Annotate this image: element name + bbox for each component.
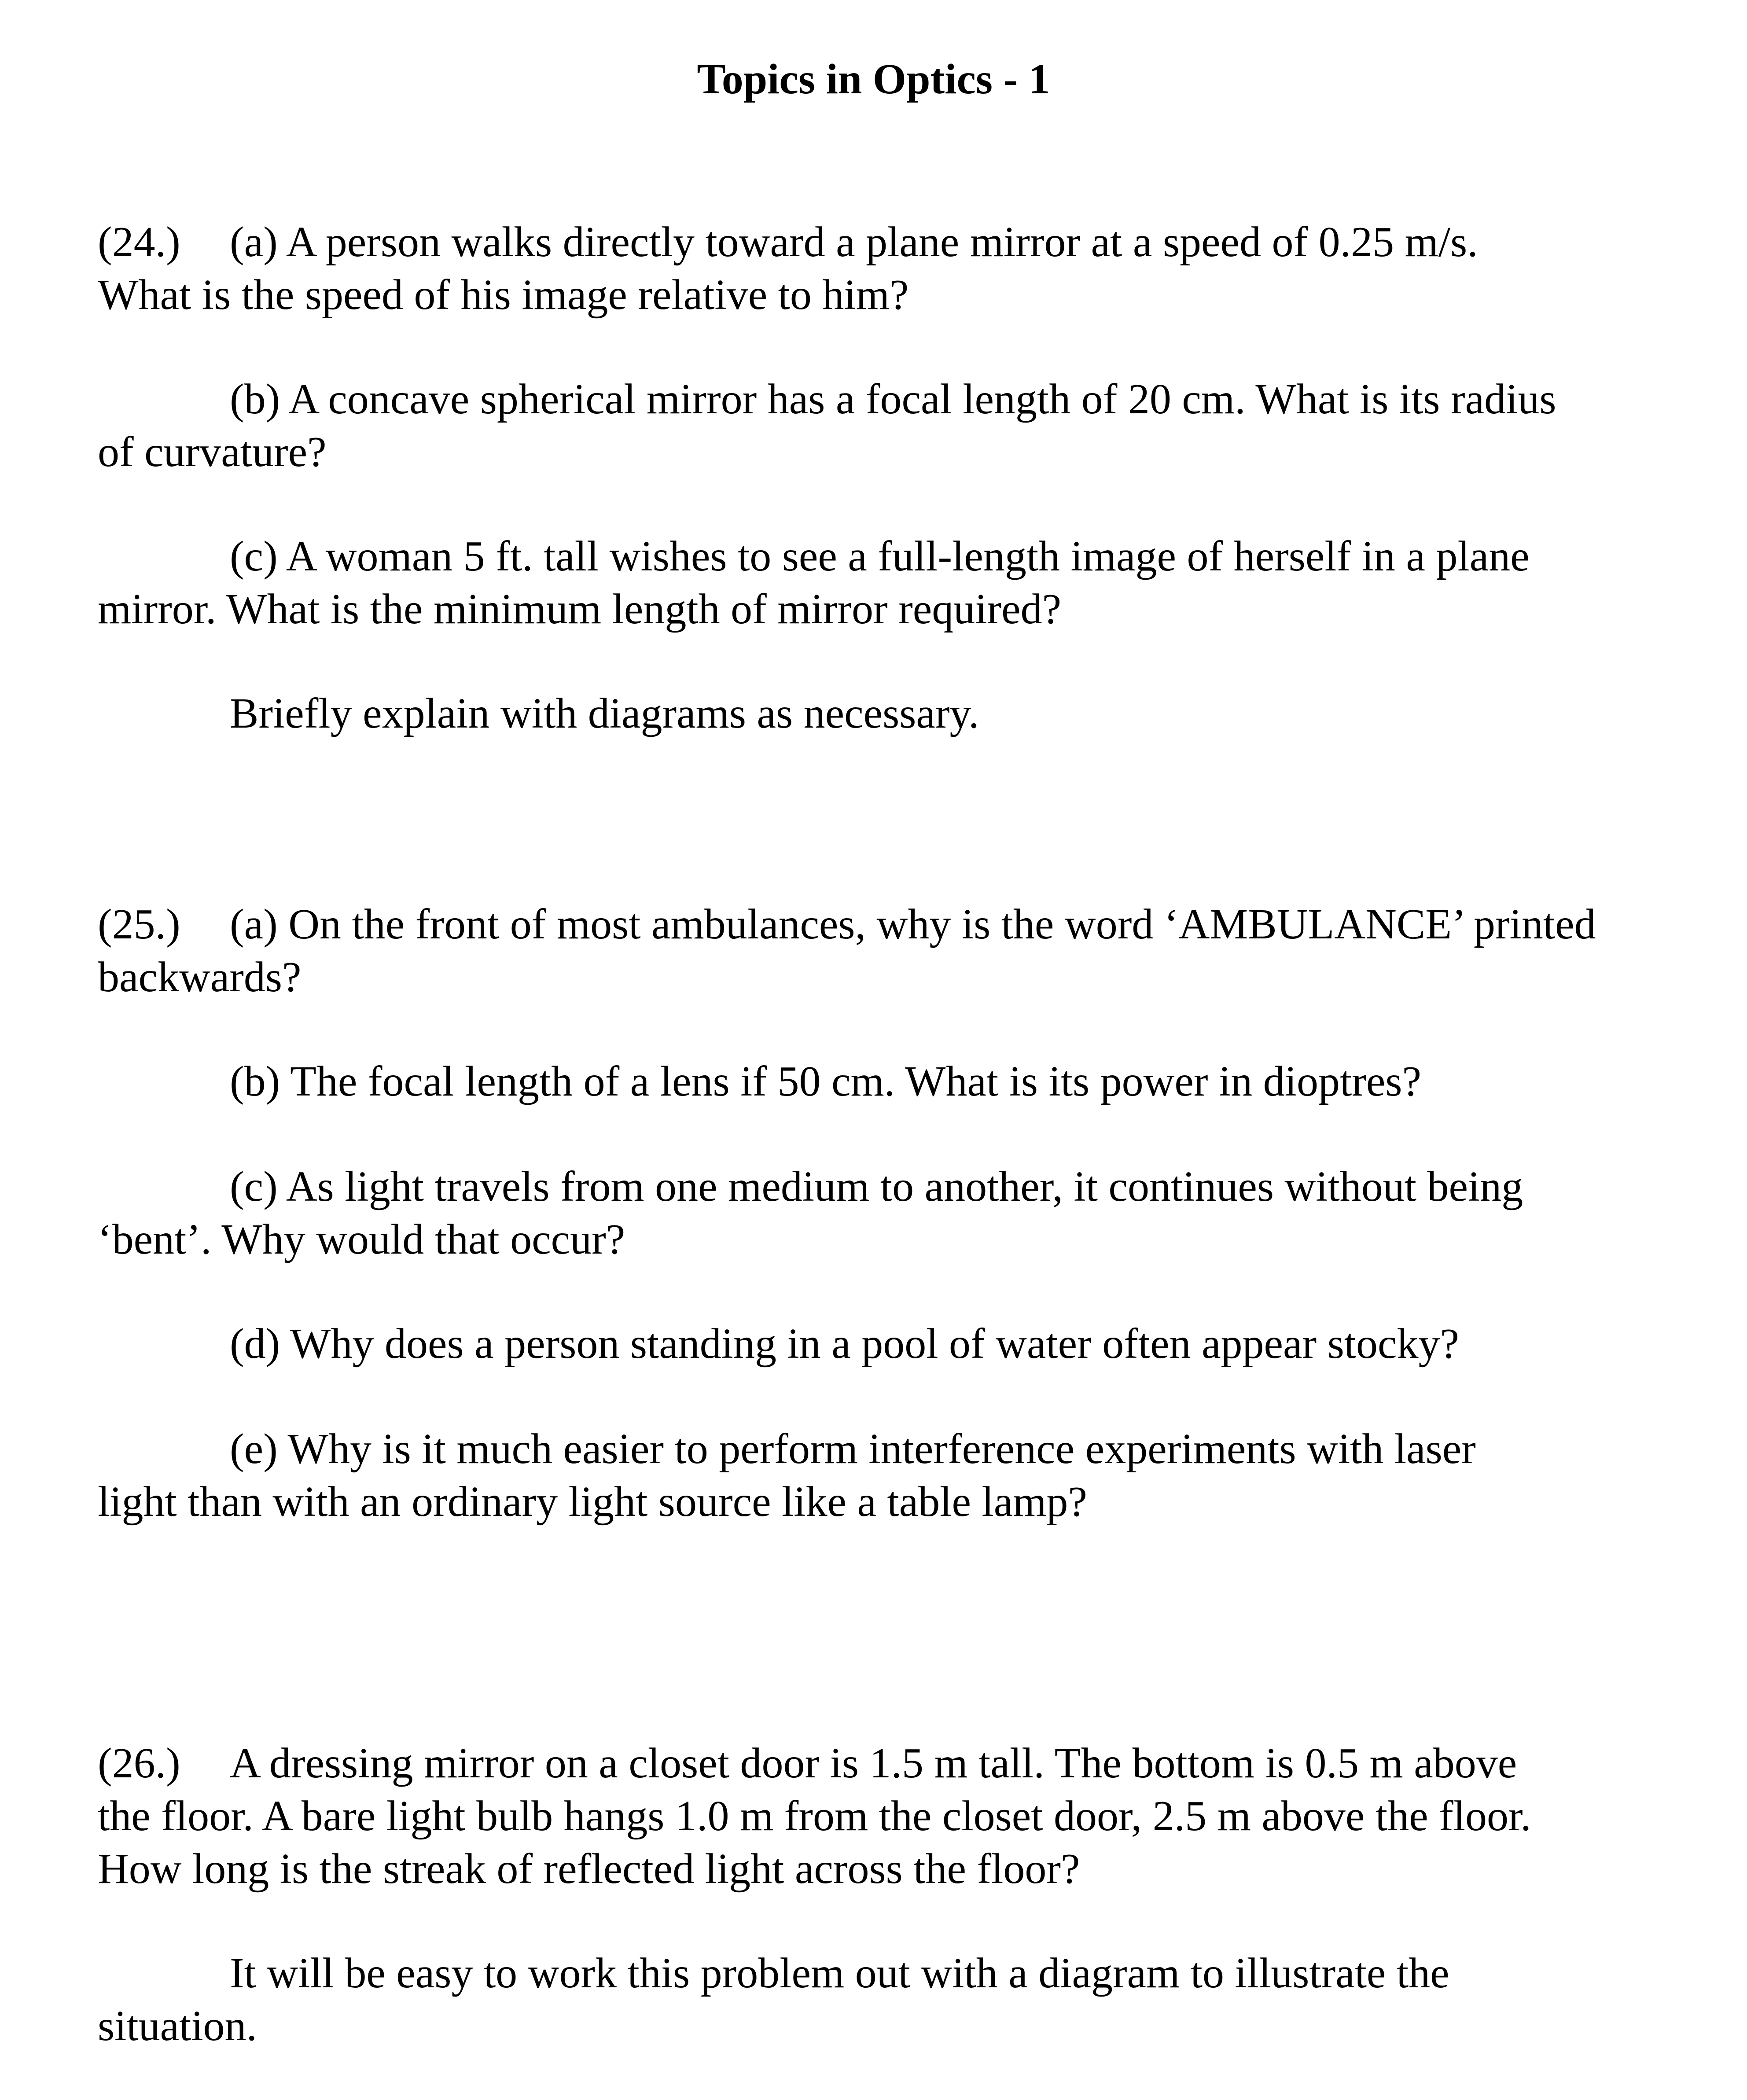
question-24-part-c	[98, 530, 1682, 636]
question-25-number: (25.)	[98, 901, 180, 948]
q25-a-line1: (a) On the front of most ambulances, why is the word ‘AMBULANCE’ printed	[230, 901, 1596, 948]
q24-c-line1: (c) A woman 5 ft. tall wishes to see a full-length image of herself in a plane	[230, 533, 1530, 580]
q24-a-line2: What is the speed of his image relative to him?	[98, 271, 909, 319]
question-25-part-c	[98, 1160, 1682, 1266]
q24-b-line2: of curvature?	[98, 428, 327, 476]
q26-note-line2: situation.	[98, 2002, 257, 2050]
q26-line2: the floor. A bare light bulb hangs 1.0 m from the closet door, 2.5 m above the floor.	[98, 1792, 1531, 1840]
question-26-note	[98, 1947, 1682, 2052]
q24-b-line1: (b) A concave spherical mirror has a focal length of 20 cm. What is its radius	[230, 375, 1556, 423]
q25-c-line1: (c) As light travels from one medium to another, it continues without being	[230, 1163, 1523, 1210]
question-25-part-d	[98, 1317, 1682, 1370]
q26-line1: A dressing mirror on a closet door is 1.5 m tall. The bottom is 0.5 m above	[230, 1740, 1517, 1787]
q25-c-line2: ‘bent’. Why would that occur?	[98, 1216, 625, 1263]
question-24-part-b	[98, 373, 1682, 478]
question-25-part-b	[98, 1055, 1682, 1108]
question-25-part-e	[98, 1423, 1682, 1528]
q25-d-line1: (d) Why does a person standing in a pool of water often appear stocky?	[230, 1320, 1460, 1368]
question-25-part-a	[98, 898, 1682, 1004]
q25-b-line1: (b) The focal length of a lens if 50 cm. What is its power in dioptres?	[230, 1058, 1422, 1105]
question-24-note	[98, 687, 1682, 740]
q26-note-line1: It will be easy to work this problem out with a diagram to illustrate the	[230, 1949, 1449, 1997]
q25-a-line2: backwards?	[98, 953, 302, 1001]
q24-note: Briefly explain with diagrams as necessary.	[230, 690, 979, 737]
question-24-part-a	[98, 216, 1682, 321]
question-24-number: (24.)	[98, 218, 180, 266]
page-title: Topics in Optics - 1	[697, 55, 1050, 103]
q24-a-line1: (a) A person walks directly toward a plane mirror at a speed of 0.25 m/s.	[230, 218, 1478, 266]
q26-line3: How long is the streak of reflected light across the floor?	[98, 1845, 1080, 1893]
question-26-number: (26.)	[98, 1740, 180, 1787]
q25-e-line1: (e) Why is it much easier to perform interference experiments with laser	[230, 1425, 1476, 1473]
question-26	[98, 1737, 1682, 1895]
q24-c-line2: mirror. What is the minimum length of mirror required?	[98, 585, 1062, 633]
q25-e-line2: light than with an ordinary light source like a table lamp?	[98, 1478, 1087, 1526]
